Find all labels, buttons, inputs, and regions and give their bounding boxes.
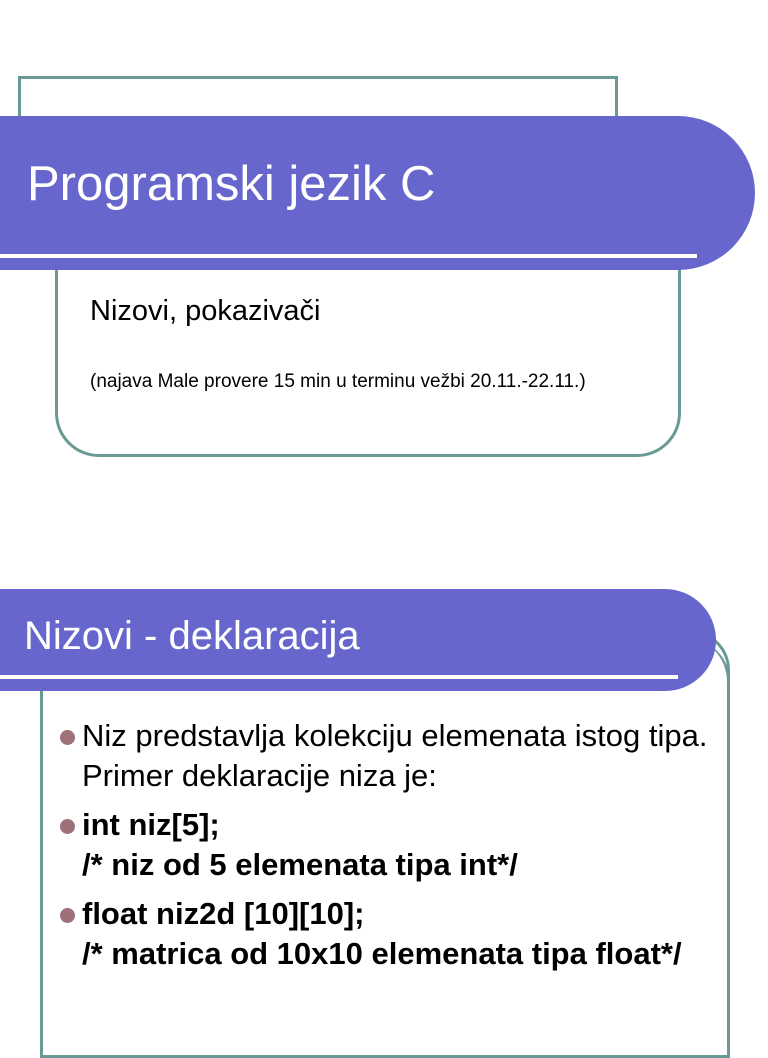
slide-title — [0, 0, 768, 500]
slide-subtitle: Nizovi, pokazivači — [90, 295, 321, 327]
banner-divider — [0, 254, 697, 258]
bullet-dot-icon — [60, 819, 75, 834]
code-comment: /* matrica od 10x10 elemenata tipa float*/ — [82, 936, 682, 971]
item-text: Niz predstavlja kolekciju elemenata istog tipa. Primer deklaracije niza je: — [82, 718, 708, 793]
code-comment: /* niz od 5 elemenata tipa int*/ — [82, 847, 518, 882]
bullet-list — [58, 716, 718, 983]
code-snippet: float niz2d [10][10]; — [82, 896, 365, 931]
slide-arrays-declaration — [0, 500, 768, 1024]
list-item — [58, 805, 718, 885]
bullet-dot-icon — [60, 730, 75, 745]
banner-divider — [0, 675, 678, 679]
list-item — [58, 894, 718, 974]
slide-title-text: Programski jezik C — [27, 157, 436, 211]
list-item — [58, 716, 718, 796]
bullet-dot-icon — [60, 908, 75, 923]
slide-heading: Nizovi - deklaracija — [24, 614, 360, 658]
slide-note: (najava Male provere 15 min u terminu vežbi 20.11.-22.11.) — [90, 371, 586, 392]
code-snippet: int niz[5]; — [82, 807, 220, 842]
